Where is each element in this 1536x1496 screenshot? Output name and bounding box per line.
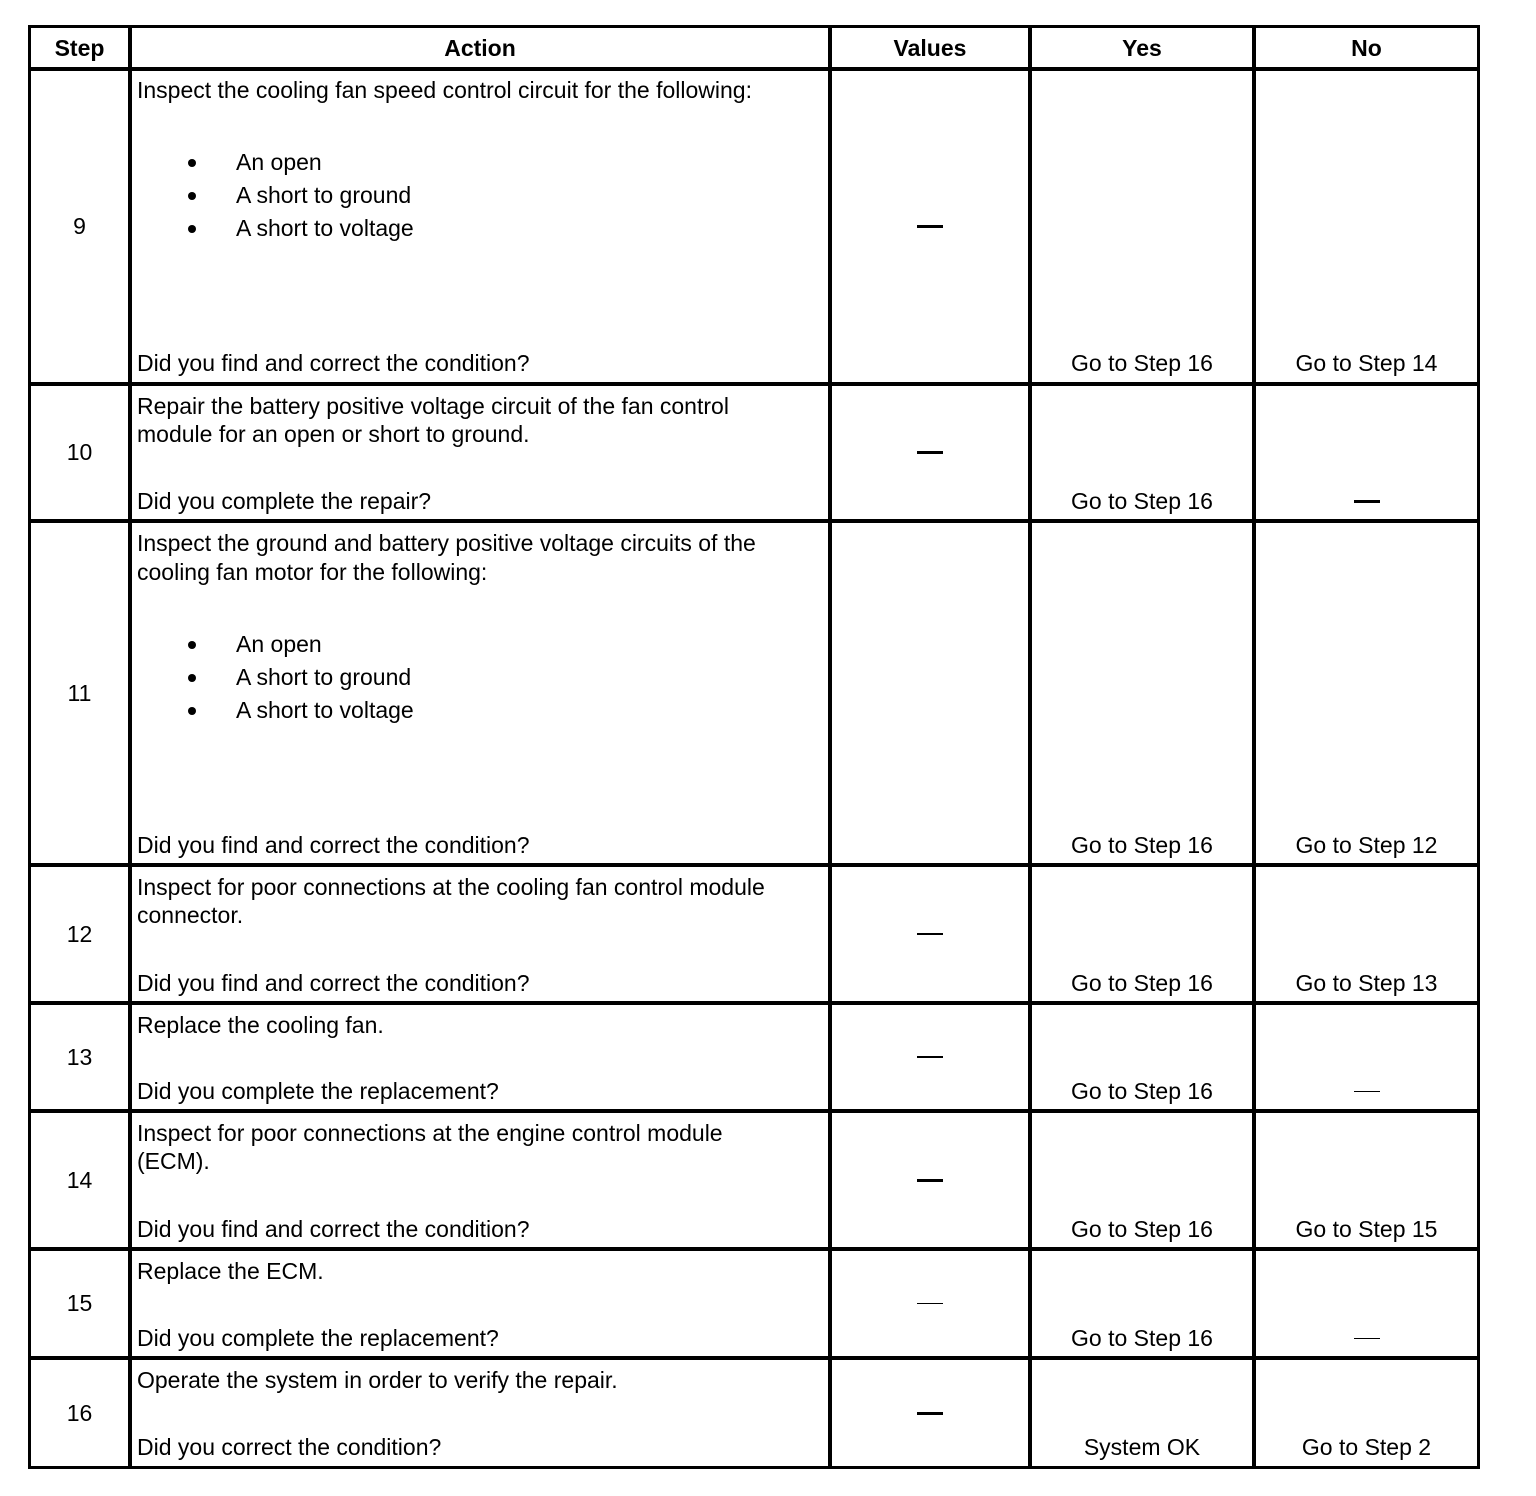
action-text: Operate the system in order to verify the repair. [137,1367,618,1393]
action-question: Did you find and correct the condition? [137,1216,530,1242]
row-divider [31,1001,1477,1005]
bullet-icon [188,225,196,233]
action-question: Did you complete the replacement? [137,1325,499,1351]
action-text: module for an open or short to ground. [137,421,530,447]
diagnostic-table: Step Action Values Yes No 9 Inspect the cooling fan speed control circuit for the following: An open A short to ground A short to voltage Did you find and correct the condition? Go to Step 16 Go to Step 14 10 Repair the battery positive voltage circuit of the fan control module for an open or short to ground. Did you complete the repair? Go to Step 16 11 Inspect the ground and battery positive voltage circuits of the cooling fan motor for the following: An open A short to ground A short to voltage Did you find and correct the condition? Go to Step 16 Go to Step 12 12 Inspect for poor connections at the cooling fan control module connector. Did you find and correct the condition? Go to Step 16 Go to Step 13 13 Replace the cooling fan. Did you complete the replacement? Go to Step 16 14 Inspect for poor connections at the engine control module (ECM). Did you find and correct the condition? Go to Step 16 Go to Step 15 15 Replace the ECM. Did you complete the replacement? Go to Step 16 16 Operate the system in order to verify the repair. Did you correct the condition? System OK Go to Step 2 [28,25,1480,1469]
bullet-icon [188,159,196,167]
action-question: Did you complete the repair? [137,488,432,514]
bullet-icon [188,674,196,682]
yes-result: Go to Step 16 [1071,488,1213,514]
step-number: 9 [73,213,86,239]
action-text: Inspect the ground and battery positive voltage circuits of the [137,530,756,556]
dash-icon [1354,1338,1380,1340]
step-number: 15 [66,1290,93,1316]
action-question: Did you find and correct the condition? [137,350,530,376]
action-question: Did you complete the replacement? [137,1078,499,1104]
value-cell [832,1113,1028,1247]
header-step: Step [54,35,105,61]
action-text: Inspect for poor connections at the cooling fan control module [137,874,765,900]
yes-result: System OK [1083,1434,1201,1460]
step-number: 16 [66,1399,93,1426]
yes-result: Go to Step 16 [1071,1325,1213,1351]
action-text: (ECM). [137,1148,210,1174]
no-result: Go to Step 2 [1301,1434,1432,1460]
yes-result: Go to Step 16 [1071,1216,1213,1242]
value-cell [832,867,1028,1001]
no-result: Go to Step 14 [1295,350,1438,376]
dash-icon [917,1179,943,1182]
value-cell [832,386,1028,519]
row-divider [31,1109,1477,1113]
action-text: Repair the battery positive voltage circuit of the fan control [137,393,729,419]
header-no: No [1351,35,1382,61]
step-number: 14 [66,1166,93,1193]
dash-icon [917,225,943,228]
value-cell [832,1005,1028,1109]
bullet-icon [188,707,196,715]
dash-icon [1354,1091,1380,1093]
bullet-icon [188,192,196,200]
action-text: connector. [137,902,244,928]
yes-result: Go to Step 16 [1071,350,1213,376]
step-number: 13 [66,1043,93,1070]
dash-icon [917,1303,943,1305]
row-divider [31,382,1477,386]
row-divider [31,519,1477,523]
dash-icon [917,1056,943,1058]
row-divider [31,1356,1477,1360]
no-result [1256,487,1477,516]
step-number: 11 [67,679,92,706]
header-values: Values [893,35,967,61]
action-text: Replace the cooling fan. [137,1012,384,1038]
bullet-icon [188,641,196,649]
value-cell [832,1360,1028,1466]
dash-icon [917,451,943,454]
no-result: Go to Step 15 [1295,1216,1438,1242]
no-result: Go to Step 13 [1295,970,1438,996]
action-text: cooling fan motor for the following: [137,559,488,585]
header-action: Action [444,35,516,61]
no-result: Go to Step 12 [1295,832,1438,858]
step-number: 10 [66,439,93,465]
row-divider [31,863,1477,867]
action-text: Replace the ECM. [137,1258,324,1284]
header-yes: Yes [1122,35,1162,61]
action-question: Did you find and correct the condition? [137,832,530,858]
action-text: Inspect for poor connections at the engine control module [137,1120,723,1146]
no-result [1256,1077,1477,1106]
action-question: Did you correct the condition? [137,1434,442,1460]
row-divider [31,67,1477,71]
yes-result: Go to Step 16 [1071,1078,1213,1104]
dash-icon [917,933,943,935]
dash-icon [917,1412,943,1415]
no-result [1256,1324,1477,1353]
row-divider [31,1247,1477,1251]
value-cell [832,71,1028,382]
step-number: 12 [66,920,93,947]
yes-result: Go to Step 16 [1071,832,1213,858]
action-question: Did you find and correct the condition? [137,970,530,996]
yes-result: Go to Step 16 [1071,970,1213,996]
action-text: Inspect the cooling fan speed control circuit for the following: [137,77,752,103]
value-cell [832,1251,1028,1356]
dash-icon [1354,500,1380,503]
